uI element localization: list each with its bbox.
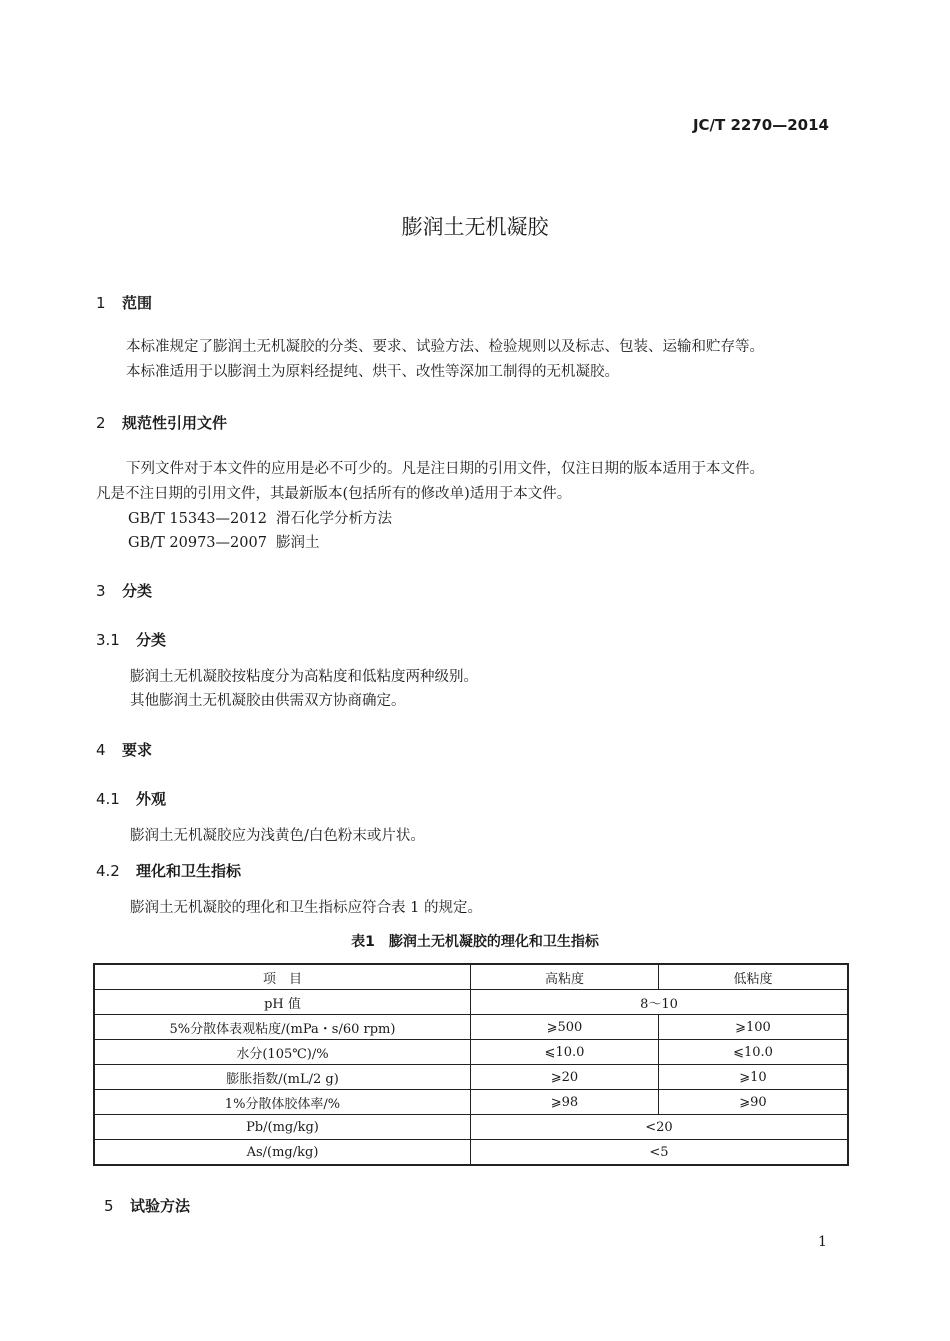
- section-number: 3: [96, 582, 106, 600]
- header-low: 低粘度: [658, 964, 848, 990]
- table-row: [94, 1015, 848, 1040]
- row-low: ⩾100: [658, 1015, 848, 1040]
- section-title: 要求: [122, 741, 153, 759]
- paragraph: 膨润土无机凝胶的理化和卫生指标应符合表 1 的规定。: [130, 900, 482, 916]
- reference-name: 膨润土: [276, 535, 320, 551]
- paragraph: 下列文件对于本文件的应用是必不可少的。凡是注日期的引用文件，仅注日期的版本适用于本文件。: [126, 461, 764, 477]
- row-low: ⩾90: [658, 1090, 848, 1115]
- row-item: 膨胀指数/(mL/2 g): [94, 1065, 470, 1090]
- row-item: pH 值: [94, 990, 470, 1015]
- reference-code: GB/T 20973—2007: [128, 535, 267, 551]
- subsection-4-2-heading: [96, 860, 241, 881]
- reference-item: [128, 507, 392, 528]
- subsection-number: 3.1: [96, 631, 120, 649]
- row-high: ⩽10.0: [470, 1040, 658, 1065]
- reference-item: [128, 531, 320, 552]
- row-low: ⩾10: [658, 1065, 848, 1090]
- subsection-4-1-heading: [96, 788, 166, 809]
- paragraph: 凡是不注日期的引用文件，其最新版本(包括所有的修改单)适用于本文件。: [96, 486, 572, 502]
- spec-table: [93, 963, 849, 1166]
- section-title: 规范性引用文件: [122, 414, 228, 432]
- page-number: 1: [818, 1234, 827, 1250]
- subsection-3-1-heading: [96, 629, 166, 650]
- paragraph: 其他膨润土无机凝胶由供需双方协商确定。: [130, 693, 406, 709]
- subsection-number: 4.1: [96, 790, 120, 808]
- row-value: <5: [470, 1140, 848, 1166]
- paragraph: 膨润土无机凝胶按粘度分为高粘度和低粘度两种级别。: [130, 669, 478, 685]
- section-number: 2: [96, 414, 106, 432]
- section-2-heading: [96, 412, 227, 433]
- reference-code: GB/T 15343—2012: [128, 511, 267, 527]
- row-high: ⩾98: [470, 1090, 658, 1115]
- table-row: [94, 1040, 848, 1065]
- table-row: [94, 990, 848, 1015]
- section-4-heading: [96, 739, 152, 760]
- subsection-title: 理化和卫生指标: [136, 862, 242, 880]
- paragraph: 本标准适用于以膨润土为原料经提纯、烘干、改性等深加工制得的无机凝胶。: [126, 364, 619, 380]
- section-3-heading: [96, 580, 152, 601]
- section-title: 试验方法: [130, 1197, 191, 1215]
- section-number: 5: [104, 1197, 114, 1215]
- standard-number: JC/T 2270—2014: [692, 116, 829, 134]
- paragraph: 膨润土无机凝胶应为浅黄色/白色粉末或片状。: [130, 828, 425, 844]
- document-title: 膨润土无机凝胶: [401, 215, 549, 239]
- row-item: 水分(105℃)/%: [94, 1040, 470, 1065]
- row-high: ⩾20: [470, 1065, 658, 1090]
- header-item: 项 目: [94, 964, 470, 990]
- table-row: [94, 1090, 848, 1115]
- row-value: 8～10: [470, 990, 848, 1015]
- section-number: 1: [96, 294, 106, 312]
- paragraph: 本标准规定了膨润土无机凝胶的分类、要求、试验方法、检验规则以及标志、包装、运输和贮存等。: [126, 339, 764, 355]
- row-value: <20: [470, 1115, 848, 1140]
- section-1-heading: [96, 292, 152, 313]
- header-high: 高粘度: [470, 964, 658, 990]
- row-item: As/(mg/kg): [94, 1140, 470, 1166]
- row-item: 5%分散体表观粘度/(mPa・s/60 rpm): [94, 1015, 470, 1040]
- row-item: 1%分散体胶体率/%: [94, 1090, 470, 1115]
- section-5-heading: [104, 1195, 190, 1216]
- row-low: ⩽10.0: [658, 1040, 848, 1065]
- section-title: 分类: [122, 582, 153, 600]
- table-row: [94, 1115, 848, 1140]
- table-caption: 表1 膨润土无机凝胶的理化和卫生指标: [351, 934, 599, 950]
- reference-name: 滑石化学分析方法: [276, 511, 392, 527]
- section-title: 范围: [122, 294, 153, 312]
- row-item: Pb/(mg/kg): [94, 1115, 470, 1140]
- section-number: 4: [96, 741, 106, 759]
- subsection-number: 4.2: [96, 862, 120, 880]
- row-high: ⩾500: [470, 1015, 658, 1040]
- subsection-title: 外观: [136, 790, 167, 808]
- table-row: [94, 1140, 848, 1166]
- table-row: [94, 1065, 848, 1090]
- table-header-row: [94, 964, 848, 990]
- subsection-title: 分类: [136, 631, 167, 649]
